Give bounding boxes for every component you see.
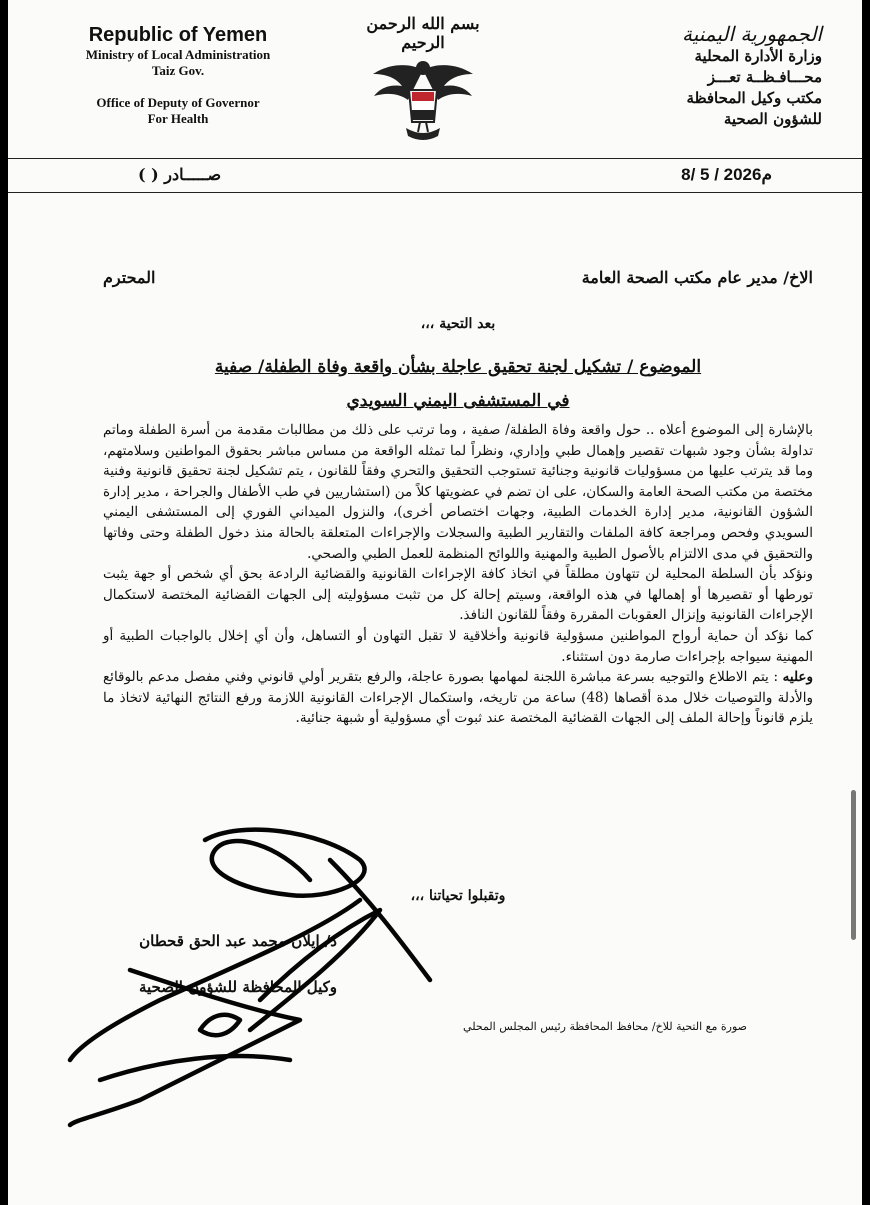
- bismillah-calligraphy: بسم الله الرحمن الرحيم: [366, 14, 480, 52]
- honorific: المحترم: [103, 268, 156, 287]
- cc-line: صورة مع التحية للاخ/ محافظ المحافظة رئيس المجلس المحلي: [463, 1020, 747, 1033]
- english-ministry: Ministry of Local Administration: [85, 47, 271, 62]
- addressee: الاخ/ مدير عام مكتب الصحة العامة: [581, 268, 813, 287]
- arabic-office-line-1: مكتب وكيل المحافظة: [686, 89, 822, 107]
- scrollbar[interactable]: [851, 790, 856, 940]
- closing-thanks: وتقبلوا تحياتنا ،،،: [410, 888, 506, 904]
- greeting: بعد التحية ،،،: [420, 316, 496, 332]
- letter-date: 8/ 5 / 2026م: [681, 165, 772, 184]
- signer-name: د/ إيلان محمد عبد الحق قحطان: [139, 932, 337, 950]
- english-governorate: Taiz Gov.: [151, 63, 205, 78]
- english-office-line-1: Office of Deputy of Governor: [96, 95, 260, 110]
- arabic-republic: الجمهورية اليمنية: [681, 22, 822, 46]
- english-country: Republic of Yemen: [88, 24, 268, 46]
- paragraph-2: ونؤكد بأن السلطة المحلية لن تتهاون مطلقاً في اتخاذ كافة الإجراءات القانونية والقضائية الرادعة بحق أي شخص أو جهة يثبت تورطها أو تقصيرها أو إهمالها في هذه الواقعة، وسيتم إحالة كل من تثبت مسؤوليته إلى الجهات القضائية المختصة لاستكمال الإجراءات القانونية وإنزال العقوبات المقررة وفقاً للقانون النافذ.: [103, 566, 813, 624]
- arabic-office-line-2: للشؤون الصحية: [723, 110, 822, 128]
- screen-border-right: [862, 0, 870, 1205]
- outgoing-number: صـــــادر ( ): [138, 165, 222, 184]
- english-office-line-2: For Health: [147, 111, 209, 126]
- paragraph-4-text: : يتم الاطلاع والتوجيه بسرعة مباشرة اللجنة لمهامها بصورة عاجلة، والرفع بتقرير أولي قانوني وفني مفصل مدعم بالوقائع والأدلة والتوصيات خلال مدة أقصاها (48) ساعة من تاريخه، واستكمال الإجراءات القانونية اللازمة ورفع النتائج النهائية لاتخاذ ما يلزم قانوناً وإحالة الملف إلى الجهات القضائية المختصة عند ثبوت أي مسؤولية أو شبهة جنائية.: [103, 669, 813, 727]
- signer-title: وكيل المحافظة للشؤون الصحية: [138, 978, 337, 996]
- paragraph-3: كما نؤكد أن حماية أرواح المواطنين مسؤولية قانونية وأخلاقية لا تقبل التهاون أو التساهل، وأن أي إخلال بالواجبات الطبية أو المهنية سيواجه بإجراءات صارمة دون استثناء.: [103, 627, 813, 665]
- arabic-governorate: محـــافـظــة تعـــز: [707, 68, 822, 86]
- subject-line-1: الموضوع / تشكيل لجنة تحقيق عاجلة بشأن واقعة وفاة الطفلة/ صفية: [214, 357, 702, 377]
- paragraph-4-lead: وعليه: [782, 669, 813, 686]
- arabic-ministry: وزارة الأدارة المحلية: [694, 47, 822, 65]
- subject-line-2: في المستشفى اليمني السويدي: [346, 391, 570, 411]
- paragraph-1: بالإشارة إلى الموضوع أعلاه .. حول واقعة وفاة الطفلة/ صفية ، وما ترتب على ذلك من مطالبات مقدمة من أسرة الطفلة وماتم تداولة بشأن وجود شبهات تقصير وإهمال طبي وإداري، ونظراً لما تمثله الواقعة من مساس مباشر بحقوق المواطنين وسلامتهم، وما قد يترتب عليها من مسؤوليات قانونية وجنائية تستوجب التحقيق والتحري وفقاً للقانون ، يتم تشكيل لجنة تحقيق قانونية وفنية مختصة من مكتب الصحة العامة والسكان، على ان تضم في عضويتها كلاً من (استشاريين في طب الأطفال والجراحة ، مدير إدارة الشؤون القانونية، مدير إدارة الخدمات الطبية، وجهات اختصاص أخرى)، والنزول الميداني الفوري إلى المستشفى اليمني السويدي وفحص ومراجعة كافة الملفات والتقارير الطبية والسجلات والإجراءات المتعلقة بالحالة منذ دخول الطفلة وحتى وفاتها والتحقيق في مدى الالتزام بالأصول الطبية والمهنية واللوائح المنظمة للعمل الطبي والصحي.: [103, 422, 813, 562]
